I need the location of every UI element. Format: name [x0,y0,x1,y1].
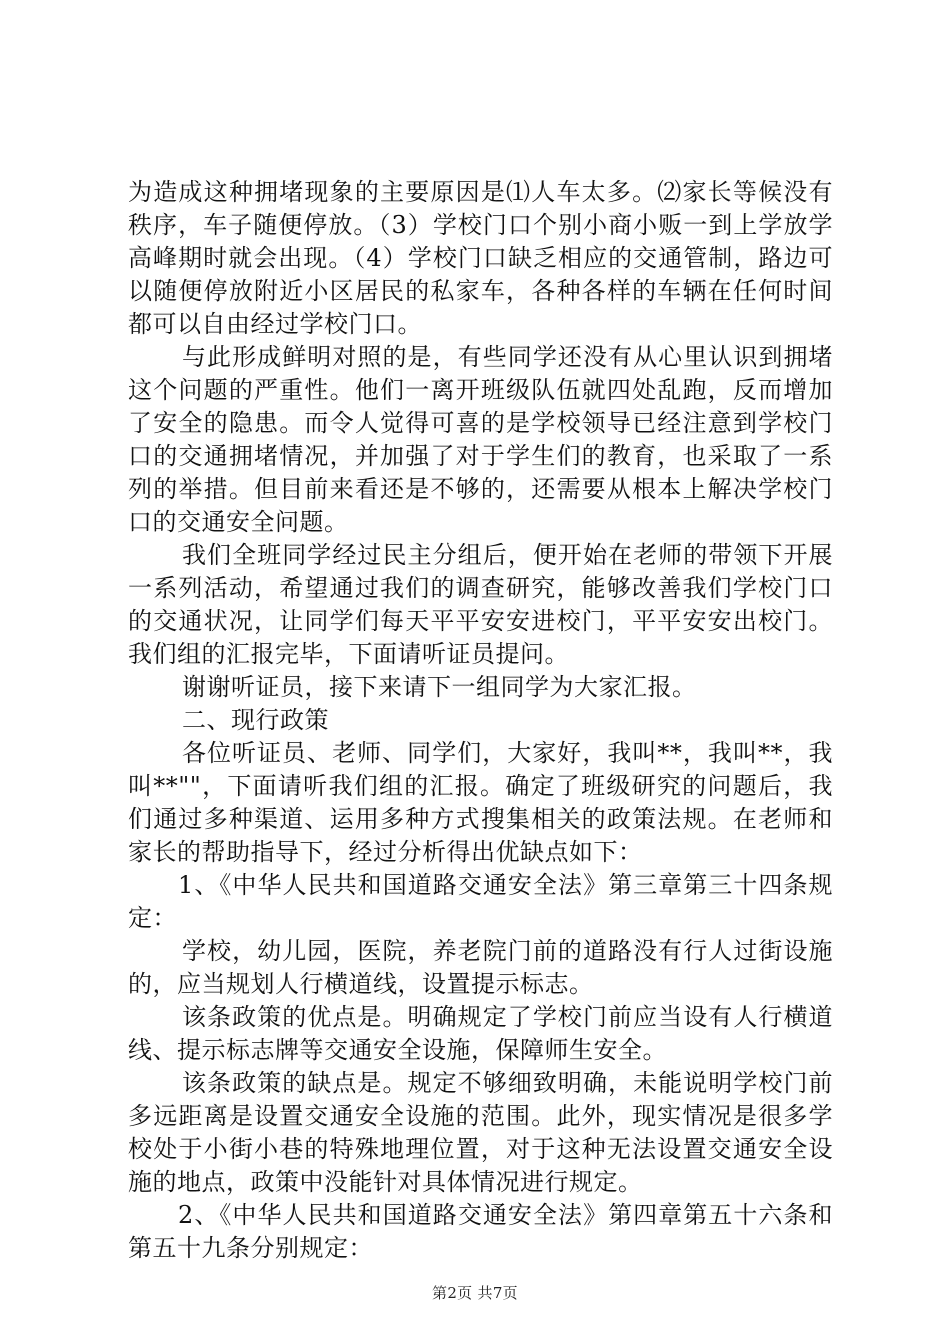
paragraph-law-quote: 学校，幼儿园，医院，养老院门前的道路没有行人过街设施的，应当规划人行横道线，设置提示标志。 [128,937,833,998]
document-body [128,176,833,1265]
paragraph-greeting: 各位听证员、老师、同学们，大家好，我叫**，我叫**，我叫**""，下面请听我们组的汇报。确定了班级研究的问题后，我们通过多种渠道、运用多种方式搜集相关的政策法规。在老师和家长的帮助指导下，经过分析得出优缺点如下： [128,739,833,866]
paragraph-law-item-2: 2、《中华人民共和国道路交通安全法》第四章第五十六条和第五十九条分别规定： [128,1201,833,1262]
section-heading-current-policy: 二、现行政策 [182,706,329,734]
paragraph-disadvantages: 该条政策的缺点是。规定不够细致明确，未能说明学校门前多远距离是设置交通安全设施的范围。此外，现实情况是很多学校处于小街小巷的特殊地理位置，对于这种无法设置交通安全设施的地点，政策中没能针对具体情况进行规定。 [128,1069,833,1196]
paragraph-class-activity: 我们全班同学经过民主分组后，便开始在老师的带领下开展一系列活动，希望通过我们的调查研究，能够改善我们学校门口的交通状况，让同学们每天平平安安进校门，平平安安出校门。我们组的汇报完毕，下面请听证员提问。 [128,541,833,668]
paragraph-advantages: 该条政策的优点是。明确规定了学校门前应当设有人行横道线、提示标志牌等交通安全设施，保障师生安全。 [128,1003,833,1064]
paragraph-contrast: 与此形成鲜明对照的是，有些同学还没有从心里认识到拥堵这个问题的严重性。他们一离开班级队伍就四处乱跑，反而增加了安全的隐患。而令人觉得可喜的是学校领导已经注意到学校门口的交通拥堵情况，并加强了对于学生们的教育，也采取了一系列的举措。但目前来看还是不够的，还需要从根本上解决学校门口的交通安全问题。 [128,343,833,536]
page-number-footer: 第2页 共7页 [432,1284,518,1302]
paragraph-thanks: 谢谢听证员，接下来请下一组同学为大家汇报。 [182,673,697,701]
paragraph-law-item-1: 1、《中华人民共和国道路交通安全法》第三章第三十四条规定： [128,871,833,932]
paragraph-causes: 为造成这种拥堵现象的主要原因是⑴人车太多。⑵家长等候没有秩序，车子随便停放。（3）学校门口个别小商小贩一到上学放学高峰期时就会出现。（4）学校门口缺乏相应的交通管制，路边可以随便停放附近小区居民的私家车，各种各样的车辆在任何时间都可以自由经过学校门口。 [128,178,833,338]
